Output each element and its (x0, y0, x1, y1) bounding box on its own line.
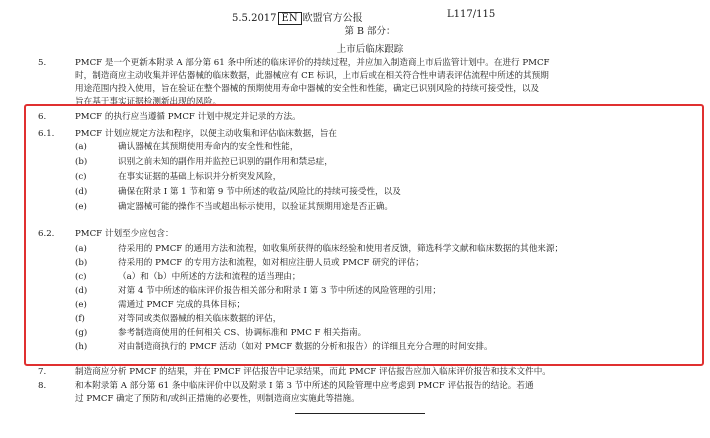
part-title: 第 B 部分： (344, 26, 396, 37)
list-item-label: (h) (75, 342, 88, 352)
list-item-text: 待采用的 PMCF 的专用方法和流程，如对相应注册人员或 PMCF 研究的评估； (118, 258, 424, 268)
list-item-text: 识别之前未知的副作用并监控已识别的副作用和禁忌症， (118, 157, 333, 167)
list-item-label: (d) (75, 187, 88, 197)
list-item-label: (d) (75, 286, 88, 296)
section-5-number: 5. (38, 58, 47, 68)
section-6-2-number: 6.2. (38, 229, 55, 239)
list-item-text: 需通过 PMCF 完成的具体目标； (118, 300, 246, 310)
list-item-text: 在事实证据的基础上标识并分析突发风险， (118, 172, 282, 182)
list-item-text: 对第 4 节中所述的临床评价报告相关部分和附录 I 第 3 节中所述的风险管理的引用； (118, 286, 441, 296)
section-5-line: 时，制造商应主动收集并评估器械的临床数据，此器械应有 CE 标识，上市后或在相关符合性申请表评估流程中所述的其预期 (75, 71, 549, 81)
section-8-number: 8. (38, 381, 47, 391)
list-item-text: 对由制造商执行的 PMCF 活动（如对 PMCF 数据的分析和报告）的详细且充分合理的时间安排。 (118, 342, 493, 352)
section-6-number: 6. (38, 112, 47, 122)
list-item-label: (b) (75, 258, 88, 268)
section-5-line: 用途范围内投入使用，旨在验证在整个器械的预期使用寿命中器械的安全性和性能，确定已识别风险的持续可接受性，以及 (75, 84, 540, 94)
list-item-text: （a）和（b）中所述的方法和流程的适当理由； (118, 272, 301, 282)
header-date: 5.5.2017 (232, 13, 277, 24)
list-item-label: (c) (75, 272, 87, 282)
list-item-label: (g) (75, 328, 88, 338)
list-item-text: 确保在附录 I 第 1 节和第 9 节中所述的收益/风险比的持续可接受性，以及 (118, 187, 401, 197)
section-5-line: 旨在基于事实证据检测新出现的风险。 (75, 97, 222, 107)
list-item-text: 确定器械可能的操作不当或超出标示使用，以验证其预期用途是否正确。 (118, 202, 394, 212)
list-item-label: (a) (75, 244, 87, 254)
language-badge: EN (278, 12, 302, 25)
list-item-label: (e) (75, 300, 87, 310)
list-item-text: 确认器械在其预期使用寿命内的安全性和性能， (118, 142, 299, 152)
list-item-label: (f) (75, 314, 85, 324)
header-reference: L117/115 (447, 9, 496, 20)
annex-title: 上市后临床跟踪 (336, 44, 404, 55)
list-item-text: 待采用的 PMCF 的通用方法和流程，如收集所获得的临床经验和使用者反馈，筛选科学文献和临床数据的其他来源； (118, 244, 564, 254)
section-6-1-text: PMCF 计划应规定方法和程序，以便主动收集和评估临床数据，旨在 (75, 129, 337, 139)
section-8-line: 和本附录第 A 部分第 61 条中临床评价中以及附录 I 第 3 节中所述的风险管理中应考虑到 PMCF 评估报告的结论。若通 (75, 381, 534, 391)
journal-name: 欧盟官方公报 (302, 13, 363, 24)
footer-rule (295, 413, 425, 414)
section-8-line: 过 PMCF 确定了预防和/或纠正措施的必要性，则制造商应实施此等措施。 (75, 394, 360, 404)
list-item-label: (e) (75, 202, 87, 212)
list-item-label: (b) (75, 157, 88, 167)
section-7-text: 制造商应分析 PMCF 的结果，并在 PMCF 评估报告中记录结果，而此 PMCF 评估报告应加入临床评价报告和技术文件中。 (75, 367, 551, 377)
section-7-number: 7. (38, 367, 47, 377)
section-5-line: PMCF 是一个更新本附录 A 部分第 61 条中所述的临床评价的持续过程，并应加入制造商上市后监管计划中。在进行 PMCF (75, 58, 550, 68)
list-item-text: 对等同或类似器械的相关临床数据的评估， (118, 314, 282, 324)
section-6-1-number: 6.1. (38, 129, 55, 139)
list-item-text: 参考制造商使用的任何相关 CS、协调标准和 PMC F 相关指南。 (118, 328, 367, 338)
section-6-2-text: PMCF 计划至少应包含： (75, 229, 174, 239)
list-item-label: (c) (75, 172, 87, 182)
page-header (0, 9, 710, 23)
section-6-text: PMCF 的执行应当遵循 PMCF 计划中规定并记录的方法。 (75, 112, 301, 122)
list-item-label: (a) (75, 142, 87, 152)
